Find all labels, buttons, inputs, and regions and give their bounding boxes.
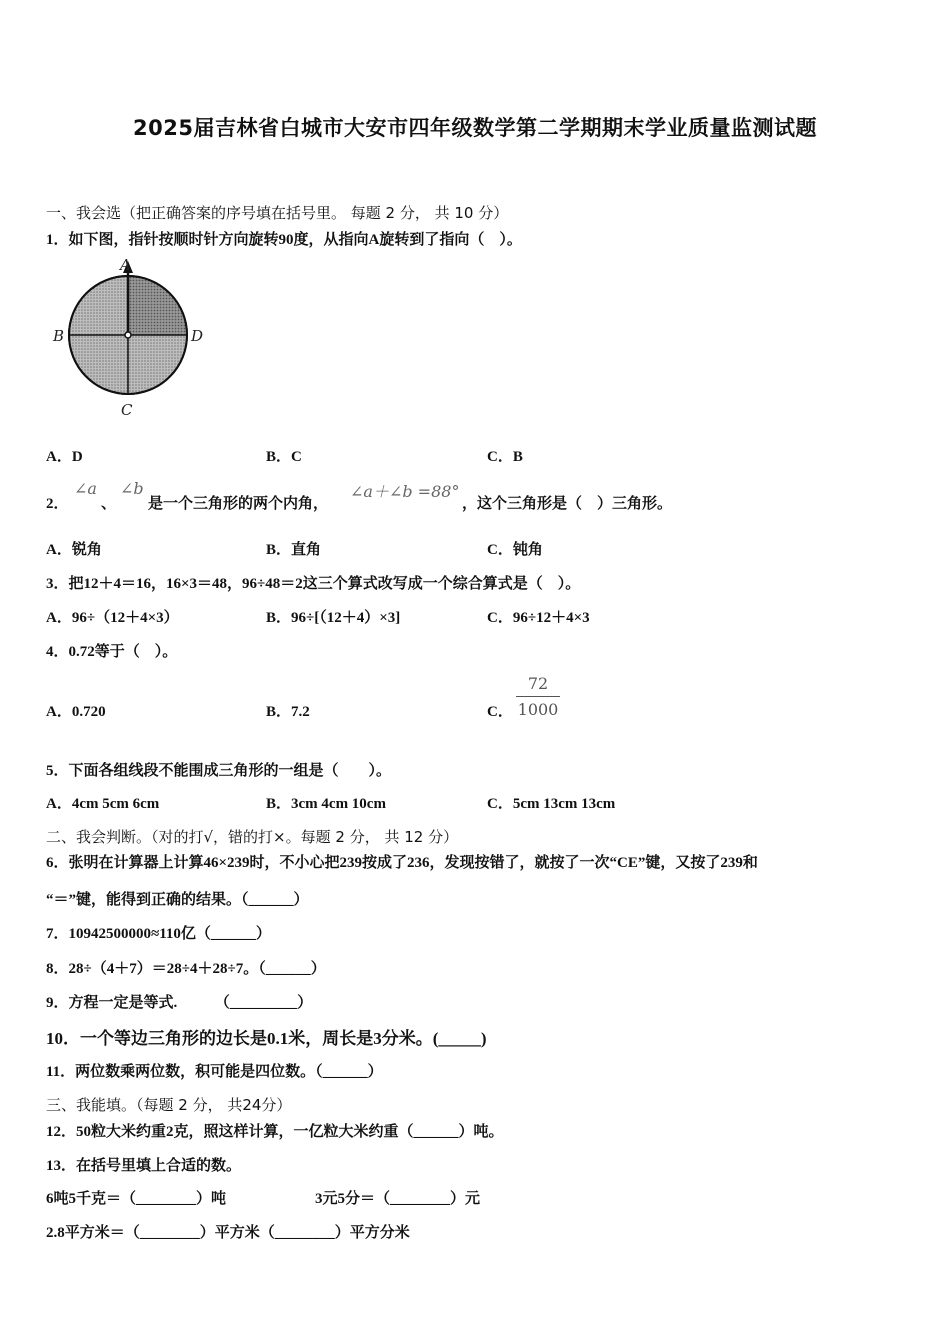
question-8: 8．28÷（4＋7）＝28÷4＋28÷7。（______） [46, 961, 326, 977]
section-2-heading: 二、我会判断。（对的打√，错的打×。每题 2 分， 共 12 分） [46, 828, 459, 846]
angle-sum-expression: ∠a＋∠b =88° [350, 482, 460, 501]
fraction-denominator: 1000 [517, 700, 559, 719]
angle-a: ∠a [74, 479, 97, 498]
label-d: D [191, 327, 204, 345]
q5-option-b: B．3cm 4cm 10cm [266, 796, 386, 812]
question-2-number: 2． [46, 496, 69, 512]
question-2-tail: ，这个三角形是（ ）三角形。 [462, 496, 673, 512]
q5-option-a: A．4cm 5cm 6cm [46, 796, 160, 812]
question-13-row-2: 2.8平方米＝（________）平方米（________）平方分米 [46, 1225, 410, 1241]
q3-option-b: B．96÷[（12＋4）×3] [266, 610, 401, 626]
section-1-heading: 一、我会选（把正确答案的序号填在括号里。 每题 2 分， 共 10 分） [46, 204, 509, 222]
question-4: 4．0.72等于（ ）。 [46, 644, 178, 660]
label-c: C [121, 401, 133, 419]
q1-option-a: A．D [46, 449, 83, 465]
question-1: 1．如下图，指针按顺时针方向旋转90度，从指向A旋转到了指向（ ）。 [46, 232, 522, 248]
q4-option-c: C． [487, 704, 513, 720]
question-11: 11．两位数乘两位数，积可能是四位数。（______） [46, 1064, 383, 1080]
question-13: 13．在括号里填上合适的数。 [46, 1158, 242, 1174]
question-12: 12．50粒大米约重2克，照这样计算，一亿粒大米约重（______）吨。 [46, 1124, 504, 1140]
q5-option-c: C．5cm 13cm 13cm [487, 796, 616, 812]
label-a: A [120, 256, 131, 274]
label-b: B [53, 327, 65, 345]
question-7: 7．10942500000≈110亿（______） [46, 926, 271, 942]
dial-figure [48, 255, 218, 420]
q4-option-b: B．7.2 [266, 704, 310, 720]
q1-option-b: B．C [266, 449, 302, 465]
q2-option-b: B．直角 [266, 542, 322, 558]
q2-option-a: A．锐角 [46, 542, 102, 558]
question-5: 5．下面各组线段不能围成三角形的一组是（ ）。 [46, 763, 392, 779]
dial-center [125, 332, 131, 338]
question-13-row-1-right: 3元5分＝（________）元 [315, 1191, 481, 1207]
fraction-72-over-1000 [516, 674, 560, 719]
page-title: 2025届吉林省白城市大安市四年级数学第二学期期末学业质量监测试题 [133, 116, 817, 140]
q3-option-a: A．96÷（12＋4×3） [46, 610, 179, 626]
question-9: 9．方程一定是等式. （_________） [46, 995, 313, 1011]
q3-option-c: C．96÷12＋4×3 [487, 610, 590, 626]
q2-option-c: C．钝角 [487, 542, 543, 558]
angle-separator: 、 [101, 496, 117, 512]
angle-b: ∠b [120, 479, 144, 498]
question-3: 3．把12＋4＝16，16×3＝48，96÷48＝2这三个算式改写成一个综合算式是（ ）。 [46, 576, 581, 592]
question-2-middle: 是一个三角形的两个内角， [148, 496, 329, 512]
question-10: 10．一个等边三角形的边长是0.1米，周长是3分米。(_____) [46, 1029, 487, 1048]
section-3-heading: 三、我能填。（每题 2 分， 共24分） [46, 1096, 292, 1114]
q1-option-c: C．B [487, 449, 523, 465]
question-13-row-1-left: 6吨5千克＝（________）吨 [46, 1191, 227, 1207]
question-6-line-1: 6．张明在计算器上计算46×239时，不小心把239按成了236，发现按错了，就按了一次“CE”键，又按了239和 [46, 855, 758, 871]
question-6-line-2: “＝”键，能得到正确的结果。（______） [46, 892, 309, 908]
fraction-numerator: 72 [527, 674, 549, 693]
q4-option-a: A．0.720 [46, 704, 106, 720]
